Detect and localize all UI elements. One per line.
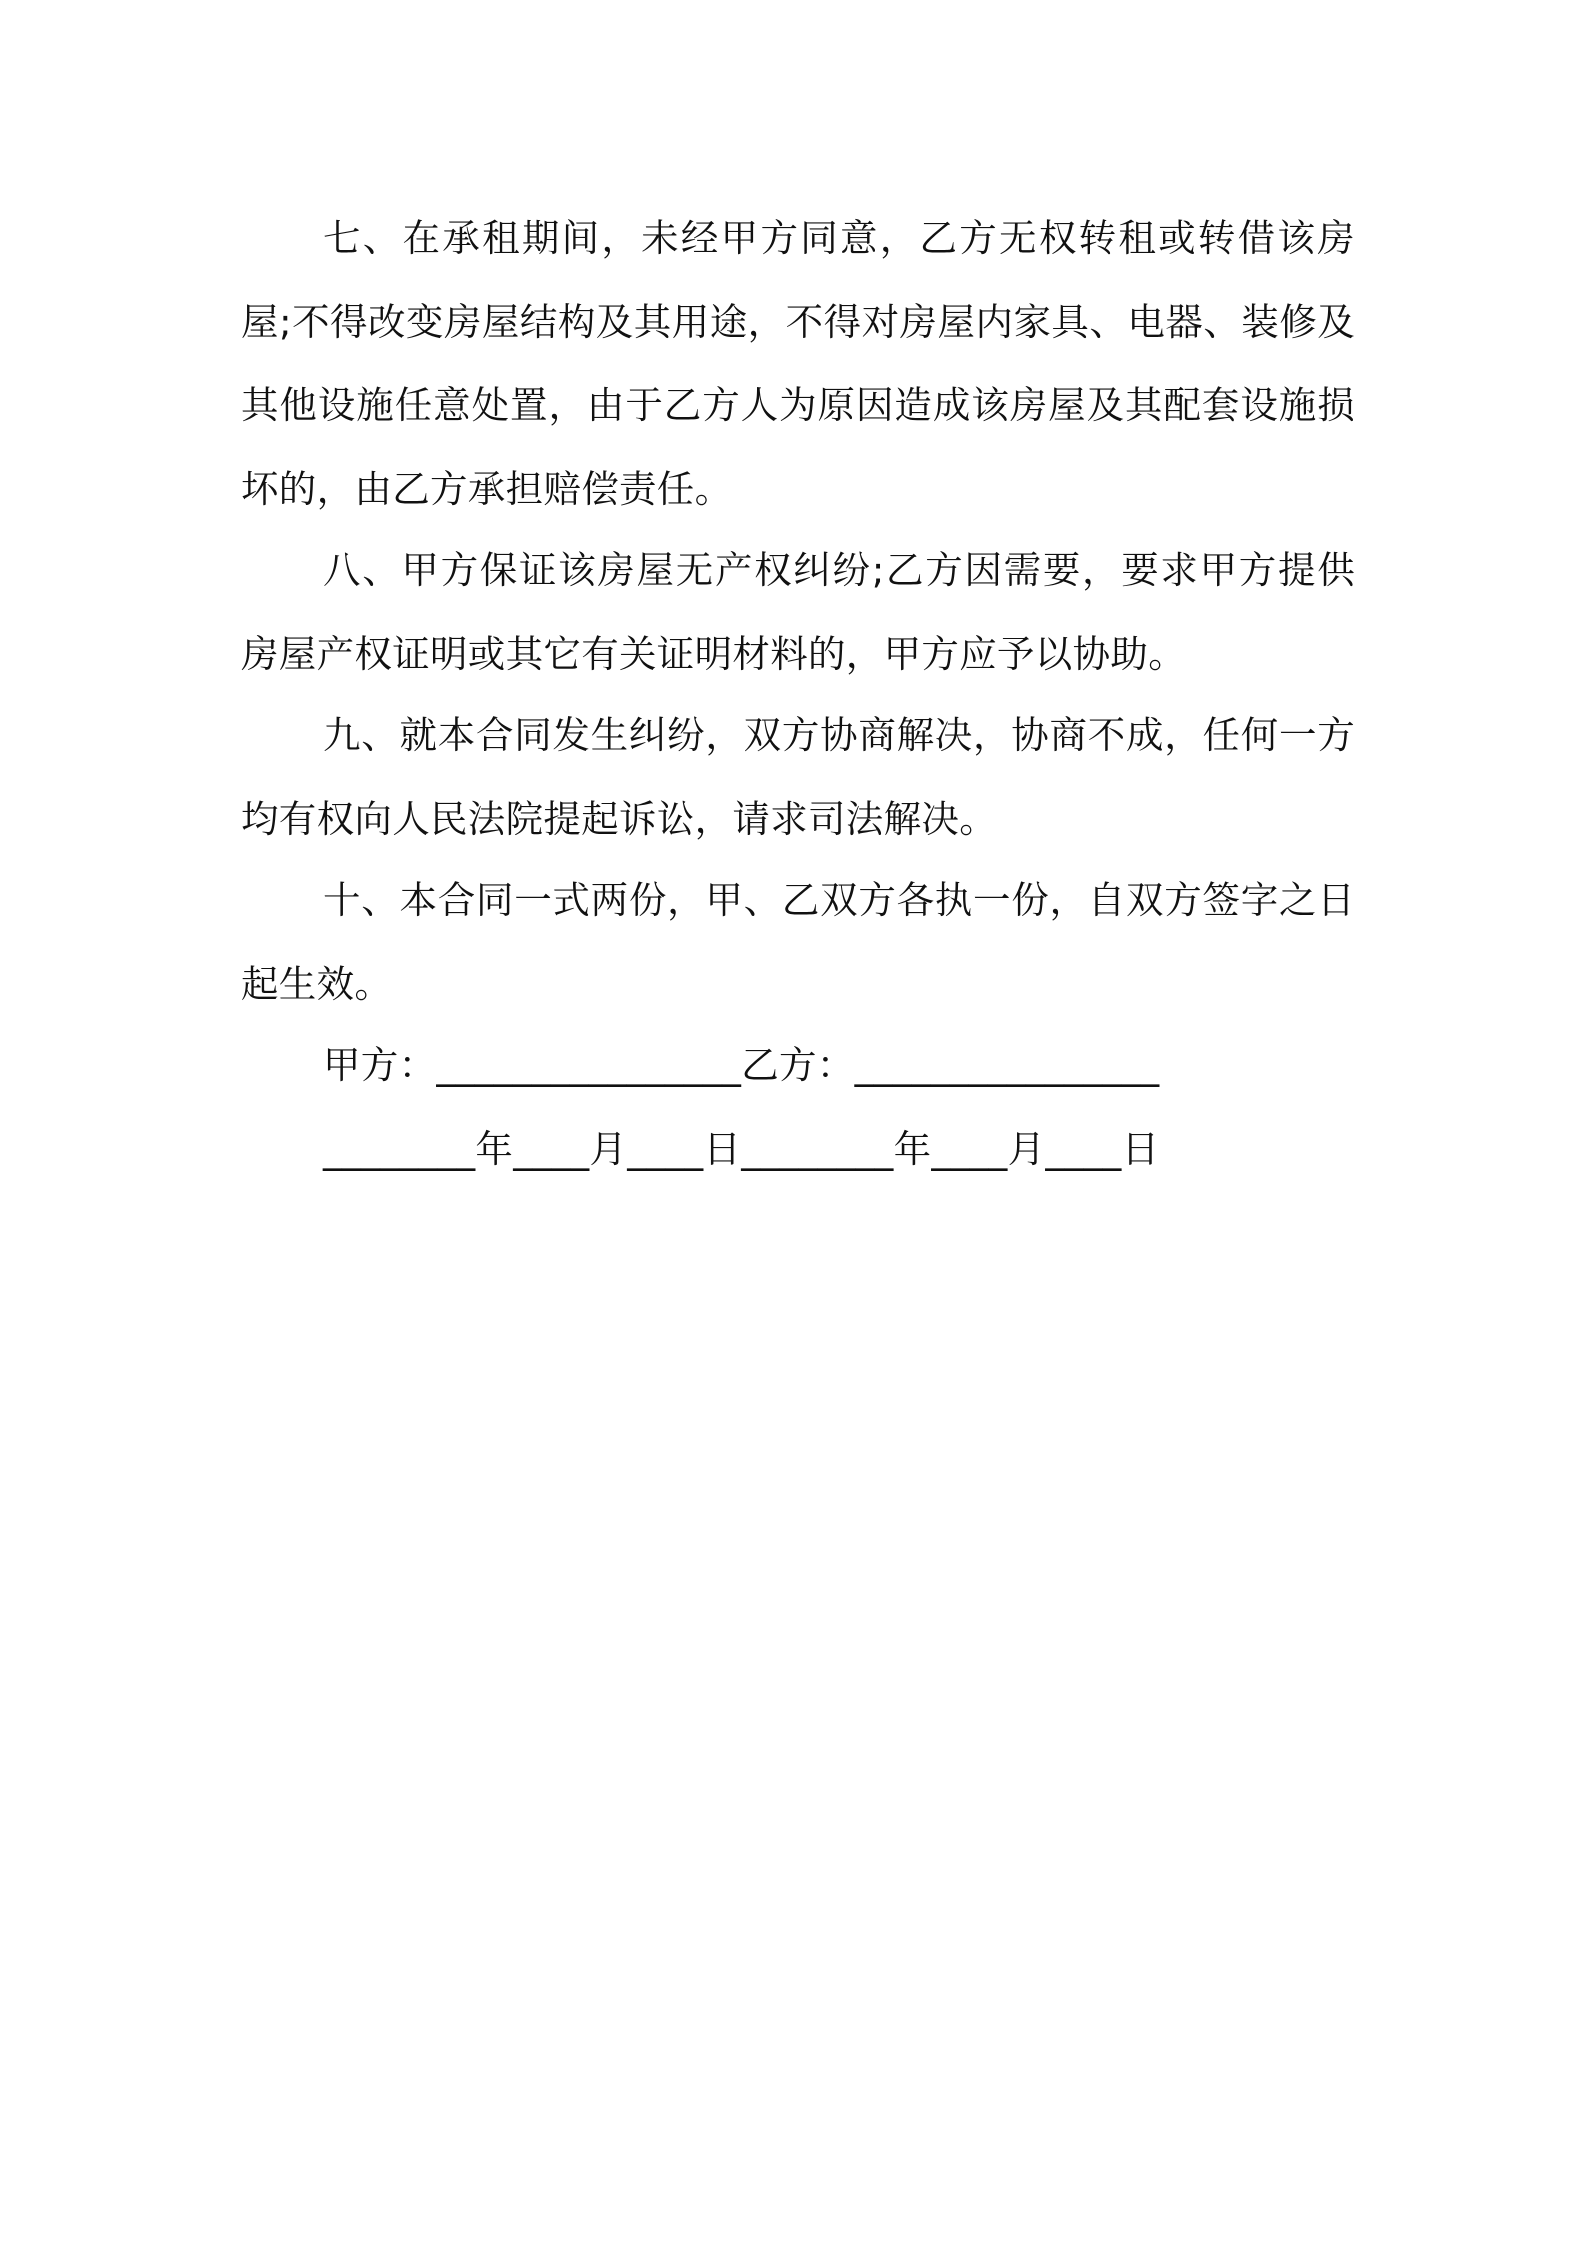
date-line-text: ________年____月____日________年____月____日: [323, 1126, 1160, 1171]
clause-9: 九、就本合同发生纠纷，双方协商解决，协商不成，任何一方均有权向人民法院提起诉讼，请求司法解决。: [241, 713, 1355, 841]
clause-7: 七、在承租期间，未经甲方同意，乙方无权转租或转借该房屋;不得改变房屋结构及其用途，不得对房屋内家具、电器、装修及其他设施任意处置，由于乙方人为原因造成该房屋及其配套设施损坏的，由乙方承担赔偿责任。: [241, 216, 1355, 511]
signature-line: [323, 1024, 1355, 1108]
document-body: [241, 197, 1355, 1191]
signature-line-text: 甲方：________________乙方：________________: [323, 1043, 1160, 1087]
date-line: [323, 1108, 1355, 1192]
clause-10: 十、本合同一式两份，甲、乙双方各执一份，自双方签字之日起生效。: [241, 878, 1355, 1006]
clause-8: 八、甲方保证该房屋无产权纠纷;乙方因需要，要求甲方提供房屋产权证明或其它有关证明材料的，甲方应予以协助。: [241, 548, 1355, 676]
